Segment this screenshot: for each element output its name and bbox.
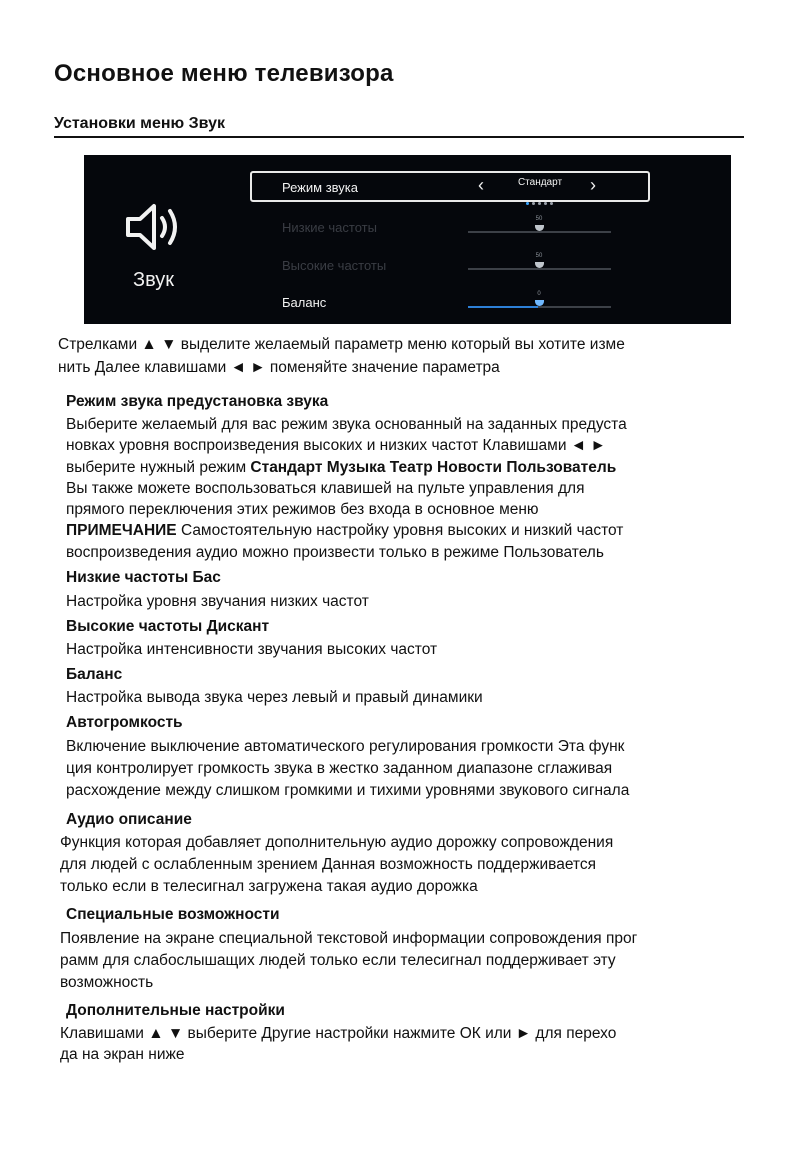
chevron-left-icon[interactable]: ‹ <box>478 175 484 195</box>
paragraph-line: Вы также можете воспользоваться клавишей на пульте управления для <box>66 480 585 497</box>
speaker-icon <box>124 202 184 252</box>
heading-special-features: Специальные возможности <box>66 906 280 923</box>
paragraph-line: воспроизведения аудио можно произвести только в режиме Пользователь <box>66 544 604 561</box>
paragraph-line: Выберите желаемый для вас режим звука основанный на заданных предуста <box>66 416 627 433</box>
menu-row-balance[interactable]: Баланс <box>282 295 327 310</box>
sound-mode-value: Стандарт <box>517 177 563 188</box>
bass-value: 50 <box>535 216 543 222</box>
page-dot <box>532 202 535 205</box>
tv-sound-menu-screenshot <box>84 155 731 324</box>
note-label: ПРИМЕЧАНИЕ <box>66 522 177 539</box>
paragraph-line: да на экран ниже <box>60 1046 185 1063</box>
balance-slider-fill <box>468 306 538 308</box>
heading-balance: Баланс <box>66 666 123 683</box>
paragraph-line: Настройка вывода звука через левый и правый динамики <box>66 689 483 706</box>
bass-slider-track[interactable] <box>468 231 611 233</box>
paragraph-line: Появление на экране специальной текстовой информации сопровождения прог <box>60 930 638 947</box>
paragraph-line: только если в телесигнал загружена такая аудио дорожка <box>60 878 478 895</box>
menu-row-sound-mode[interactable]: Режим звука <box>282 180 358 195</box>
page-dot <box>544 202 547 205</box>
page-dot <box>538 202 541 205</box>
mode-intro-text: выберите нужный режим <box>66 459 251 476</box>
note-text: Самостоятельную настройку уровня высоких и низкий частот <box>176 522 624 539</box>
menu-row-bass[interactable]: Низкие частоты <box>282 220 377 235</box>
paragraph-line: прямого переключения этих режимов без входа в основное меню <box>66 501 539 518</box>
mode-page-dots <box>526 192 556 210</box>
paragraph-line: Настройка уровня звучания низких частот <box>66 593 369 610</box>
paragraph-line: Функция которая добавляет дополнительную аудио дорожку сопровождения <box>60 834 614 851</box>
paragraph-line: ция контролирует громкость звука в жестко заданном диапазоне сглаживая <box>66 760 613 777</box>
heading-more-settings: Дополнительные настройки <box>66 1002 285 1019</box>
balance-slider-track[interactable] <box>468 306 611 308</box>
sound-category-label: Звук <box>133 269 175 291</box>
note-line <box>66 521 623 541</box>
intro-line: Стрелками ▲ ▼ выделите желаемый параметр меню который вы хотите изме <box>58 336 625 353</box>
paragraph-line: Включение выключение автоматического регулирования громкости Эта функ <box>66 738 625 755</box>
heading-audio-description: Аудио описание <box>66 811 192 828</box>
paragraph-line: рамм для слабослышащих людей только если телесигнал поддерживает эту <box>60 952 616 969</box>
paragraph-line: возможность <box>60 974 154 991</box>
page-dot <box>526 202 529 205</box>
section-rule <box>54 136 744 138</box>
paragraph-line: Настройка интенсивности звучания высоких частот <box>66 641 438 658</box>
balance-value: 0 <box>537 291 541 297</box>
heading-auto-volume: Автогромкость <box>66 714 183 731</box>
page-dot <box>550 202 553 205</box>
treble-value: 50 <box>535 253 543 259</box>
paragraph-line: для людей с ослабленным зрением Данная возможность поддерживается <box>60 856 596 873</box>
mode-list: Стандарт Музыка Театр Новости Пользователь <box>250 459 617 476</box>
paragraph-line <box>66 458 616 478</box>
chevron-right-icon[interactable]: › <box>590 175 596 195</box>
intro-line: нить Далее клавишами ◄ ► поменяйте значение параметра <box>58 359 500 376</box>
heading-treble: Высокие частоты Дискант <box>66 618 270 635</box>
paragraph-line: новках уровня воспроизведения высоких и низких частот Клавишами ◄ ► <box>66 437 606 454</box>
treble-slider-track[interactable] <box>468 268 611 270</box>
menu-row-treble[interactable]: Высокие частоты <box>282 258 387 273</box>
paragraph-line: Клавишами ▲ ▼ выберите Другие настройки нажмите ОК или ► для перехо <box>60 1025 617 1042</box>
paragraph-line: расхождение между слишком громкими и тихими уровнями звукового сигнала <box>66 782 630 799</box>
page-title: Основное меню телевизора <box>54 60 394 87</box>
heading-bass: Низкие частоты Бас <box>66 569 221 586</box>
heading-sound-mode: Режим звука предустановка звука <box>66 393 329 410</box>
section-heading: Установки меню Звук <box>54 115 226 132</box>
